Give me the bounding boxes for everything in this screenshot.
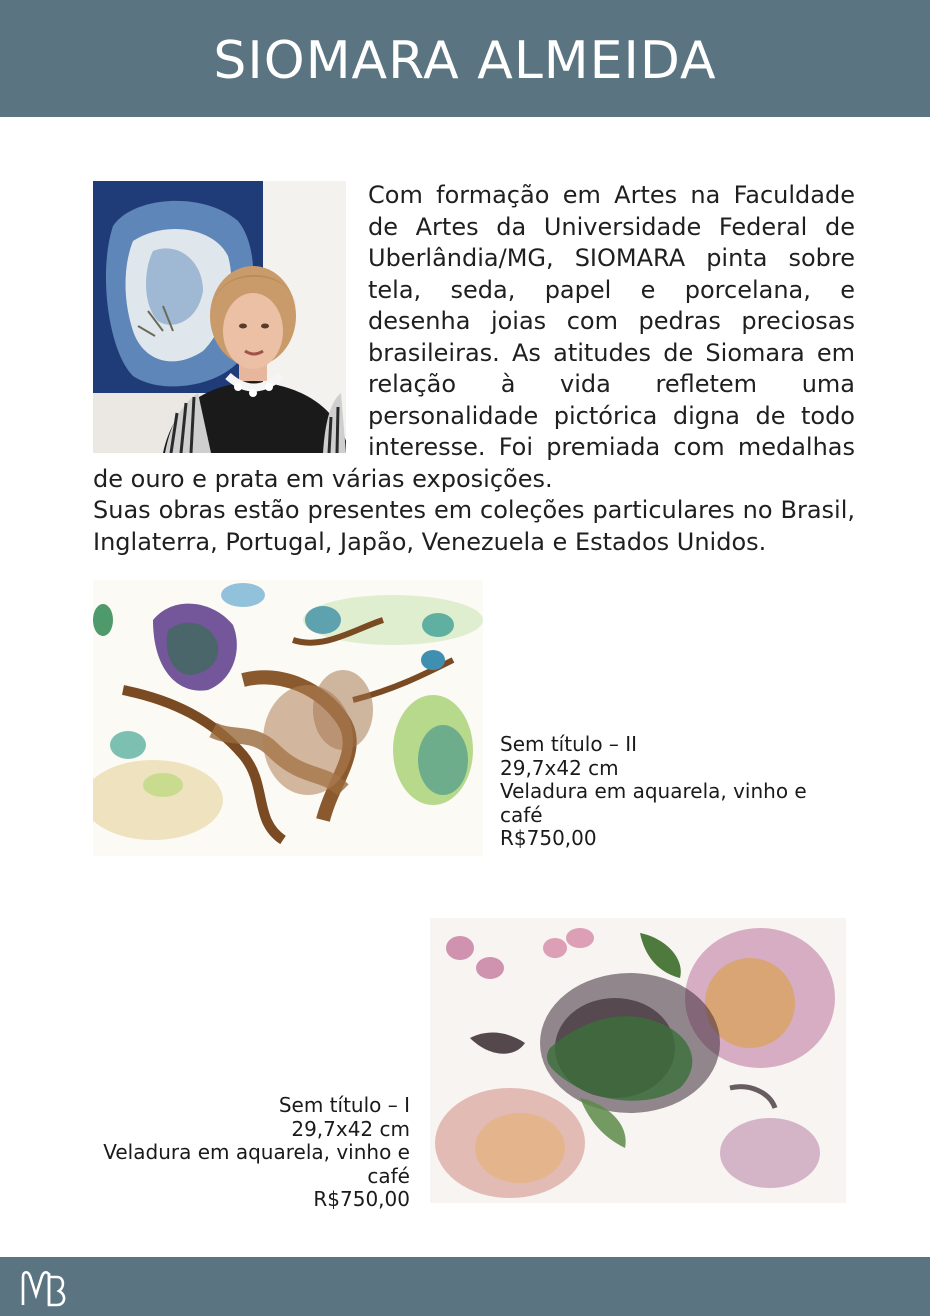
artwork-price: R$750,00 [500, 826, 597, 850]
artwork-caption-i [92, 1094, 410, 1212]
artwork-image-ii [93, 580, 483, 856]
artwork-size: 29,7x42 cm [291, 1116, 410, 1141]
header-band [0, 0, 930, 117]
artwork-title: Sem título – II [500, 732, 638, 756]
bio-paragraph-2: Suas obras estão presentes em coleções particulares no Brasil, Inglaterra, Portugal, Japão, Venezuela e Estados Unidos. [93, 496, 855, 556]
artwork-size: 29,7x42 cm [500, 755, 619, 780]
artwork-technique: Veladura em aquarela, vinho e café [103, 1140, 410, 1188]
portrait-spacer [93, 180, 368, 460]
bio-paragraph-1: Com formação em Artes na Faculdade de Artes da Universidade Federal de Uberlândia/MG, SIOMARA pinta sobre tela, seda, papel e porcelana, e desenha joias com pedras preciosas brasileiras. As atitudes de Siomara em relação à vida refletem uma personalidade pictórica digna de todo interesse. Foi premiada com medalhas de ouro e prata em várias exposições. [93, 181, 855, 493]
artwork-image-i [430, 918, 846, 1203]
artwork-caption-ii [500, 733, 820, 851]
page-title: SIOMARA ALMEIDA [213, 31, 717, 91]
artwork-title: Sem título – I [278, 1093, 410, 1117]
bio-section [93, 180, 855, 558]
artwork-price: R$750,00 [313, 1187, 410, 1211]
footer-band [0, 1257, 930, 1316]
mb-logo-icon [20, 1267, 70, 1307]
artwork-technique: Veladura em aquarela, vinho e café [500, 779, 807, 827]
